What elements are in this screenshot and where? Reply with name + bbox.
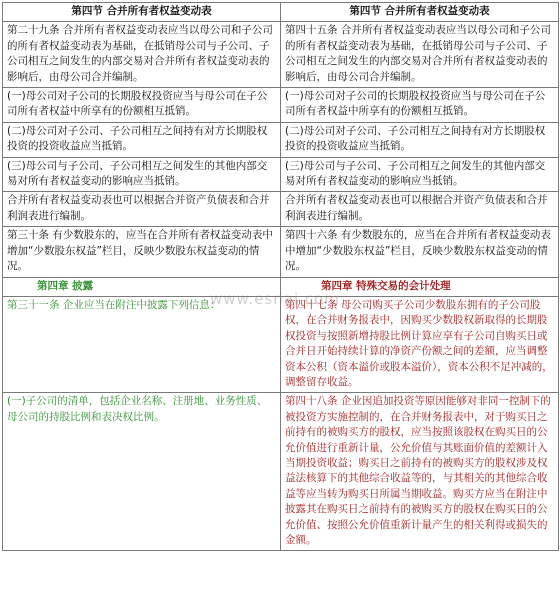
table-row [3, 192, 559, 227]
article-cell-right: (三)母公司与子公司、子公司相互之间发生的其他内部交易对所有者权益变动的影响应当抵销。 [281, 157, 559, 192]
table-row [3, 88, 559, 123]
table-row [3, 122, 559, 157]
table-row [3, 157, 559, 192]
article-cell-left: 第三十一条 企业应当在附注中披露下列信息： [3, 296, 281, 392]
chapter-heading-left: 第四章 披露 [3, 277, 281, 296]
table-row [3, 393, 559, 551]
article-cell-right: (二)母公司对子公司、子公司相互之间持有对方长期股权投资的投资收益应当抵销。 [281, 122, 559, 157]
article-cell-right: 第四十八条 企业因追加投资等原因能够对非同一控制下的被投资方实施控制的，在合并财务报表中，对于购买日之前持有的被购买方的股权，应当按照该股权在购买日的公允价值进行重新计量，公允价值与其账面价值的差额计入当期投资收益；购买日之前持有的被购买方的股权涉及权益法核算下的其他综合收益等的，与其相关的其他综合收益等应当转为购买日所属当期收益。购买方应当在附注中披露其在购买日之前持有的被购买方的股权在购买日的公允价值、按照公允价值重新计量产生的相关利得或损失的金额。 [281, 393, 559, 551]
article-cell-right: 合并所有者权益变动表也可以根据合并资产负债表和合并利润表进行编制。 [281, 192, 559, 227]
comparison-table [2, 2, 559, 551]
article-cell-right: (一)母公司对子公司的长期股权投资应当与母公司在子公司所有者权益中所享有的份额相互抵销。 [281, 88, 559, 123]
table-row [3, 22, 559, 88]
table-row [3, 3, 559, 22]
article-cell-right: 第四十七条 母公司购买子公司少数股东拥有的子公司股权，在合并财务报表中，因购买少数股权新取得的长期股权投资与按照新增持股比例计算应享有子公司自购买日或合并日开始持续计算的净资产份额之间的差额，应当调整资本公积（资本溢价或股本溢价），资本公积不足冲减的，调整留存收益。 [281, 296, 559, 392]
watermark: www.esnai.com [210, 290, 340, 308]
chapter-heading-right: 第四章 特殊交易的会计处理 [281, 277, 559, 296]
table-row [3, 227, 559, 277]
article-cell-left: (一)母公司对子公司的长期股权投资应当与母公司在子公司所有者权益中所享有的份额相互抵销。 [3, 88, 281, 123]
article-cell-left: (三)母公司与子公司、子公司相互之间发生的其他内部交易对所有者权益变动的影响应当抵销。 [3, 157, 281, 192]
article-cell-left: (二)母公司对子公司、子公司相互之间持有对方长期股权投资的投资收益应当抵销。 [3, 122, 281, 157]
article-cell-left: (一)子公司的清单，包括企业名称、注册地、业务性质、母公司的持股比例和表决权比例。 [3, 393, 281, 551]
article-cell-left: 第三十条 有少数股东的，应当在合并所有者权益变动表中增加“少数股东权益”栏目，反映少数股东权益变动的情况。 [3, 227, 281, 277]
table-row [3, 277, 559, 296]
article-cell-left: 第二十九条 合并所有者权益变动表应当以母公司和子公司的所有者权益变动表为基础，在抵销母公司与子公司、子公司相互之间发生的内部交易对合并所有者权益变动表的影响后，由母公司合并编制。 [3, 22, 281, 88]
article-cell-right: 第四十六条 有少数股东的，应当在合并所有者权益变动表中增加“少数股东权益”栏目，反映少数股东权益变动的情况。 [281, 227, 559, 277]
section-heading-right: 第四节 合并所有者权益变动表 [281, 3, 559, 22]
article-cell-right: 第四十五条 合并所有者权益变动表应当以母公司和子公司的所有者权益变动表为基础，在抵销母公司与子公司、子公司相互之间发生的内部交易对合并所有者权益变动表的影响后，由母公司合并编制。 [281, 22, 559, 88]
section-heading-left: 第四节 合并所有者权益变动表 [3, 3, 281, 22]
article-cell-left: 合并所有者权益变动表也可以根据合并资产负债表和合并利润表进行编制。 [3, 192, 281, 227]
table-row [3, 296, 559, 392]
